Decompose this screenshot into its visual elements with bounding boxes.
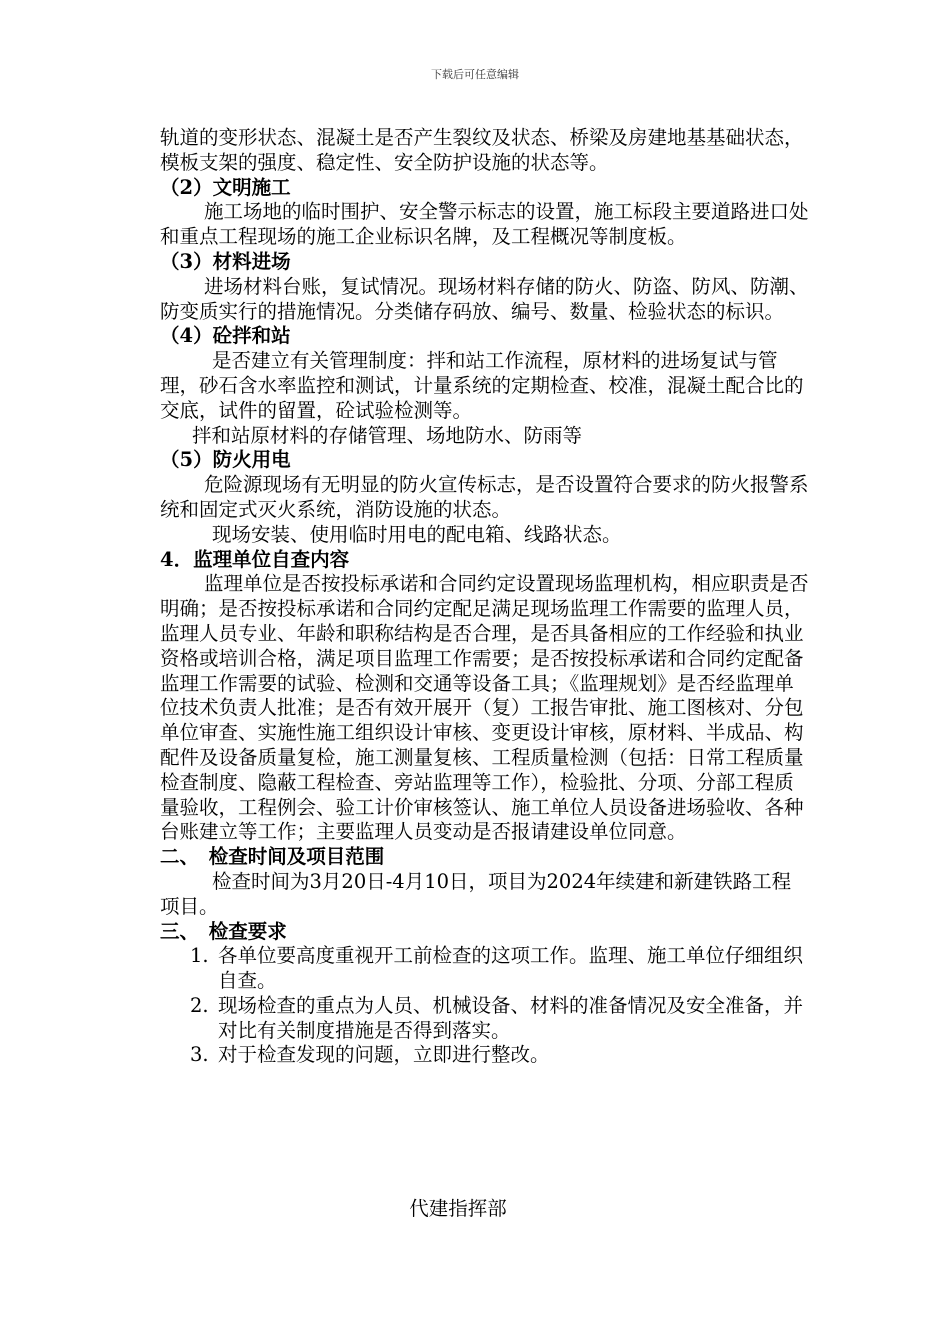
- document-body: [160, 126, 810, 1068]
- list-item-number: 2.: [190, 993, 209, 1017]
- part-3-heading: 三、 检查要求: [160, 919, 287, 943]
- section-5-text-1: 危险源现场有无明显的防火宣传标志，是否设置符合要求的防火报警系统和固定式灭火系统，消防设施的状态。: [160, 473, 809, 521]
- list-item-text: 各单位要高度重视开工前检查的这项工作。监理、施工单位仔细组织自查。: [218, 944, 804, 993]
- part-2-text: 检查时间为3月20日-4月10日，项目为2024年续建和新建铁路工程项目。: [160, 869, 792, 918]
- requirements-list: [160, 944, 810, 1068]
- supervision-text: 监理单位是否按投标承诺和合同约定设置现场监理机构，相应职责是否明确；是否按投标承诺和合同约定配足满足现场监理工作需要的监理人员，监理人员专业、年龄和职称结构是否合理，是否具备相应的工作经验和执业资格或培训合格，满足项目监理工作需要；是否按投标承诺和合同约定配备监理工作需要的试验、检测和交通等设备工具；《监理规划》是否经监理单位技术负责人批准；是否有效开展开（复）工报告审批、施工图核对、分包单位审查、实施性施工组织设计审核、变更设计审核，原材料、半成品、构配件及设备质量复检，施工测量复核、工程质量检测（包括：日常工程质量检查制度、隐蔽工程检查、旁站监理等工作），检验批、分项、分部工程质量验收，工程例会、验工计价审核签认、施工单位人员设备进场验收、各种台账建立等工作；主要监理人员变动是否报请建设单位同意。: [160, 572, 809, 844]
- list-item-text: 对于检查发现的问题，立即进行整改。: [218, 1043, 550, 1067]
- section-4-text-1: 是否建立有关管理制度：拌和站工作流程，原材料的进场复试与管理，砂石含水率监控和测试，计量系统的定期检查、校准，混凝土配合比的交底，试件的留置，砼试验检测等。: [160, 349, 804, 422]
- section-3-heading: （3）材料进场: [160, 249, 291, 273]
- section-2-text: 施工场地的临时围护、安全警示标志的设置，施工标段主要道路进口处和重点工程现场的施工企业标识名牌，及工程概况等制度板。: [160, 200, 809, 249]
- section-4-heading: （4）砼拌和站: [160, 324, 291, 348]
- supervision-heading: 4．监理单位自查内容: [160, 547, 350, 571]
- section-5-heading: （5）防火用电: [160, 448, 291, 472]
- download-note: 下载后可任意编辑: [431, 68, 519, 81]
- section-5-text-2: 现场安装、使用临时用电的配电箱、线路状态。: [212, 522, 622, 546]
- section-3-text: 进场材料台账，复试情况。现场材料存储的防火、防盗、防风、防潮、防变质实行的措施情况。分类储存码放、编号、数量、检验状态的标识。: [160, 274, 809, 323]
- intro-paragraph: 轨道的变形状态、混凝土是否产生裂纹及状态、桥梁及房建地基基础状态，模板支架的强度、稳定性、安全防护设施的状态等。: [160, 126, 804, 174]
- section-2-heading: （2）文明施工: [160, 175, 291, 199]
- list-item-number: 1.: [190, 944, 209, 968]
- list-item: [160, 994, 810, 1044]
- list-item: [160, 944, 810, 994]
- list-item-text: 现场检查的重点为人员、机械设备、材料的准备情况及安全准备，并对比有关制度措施是否得到落实。: [218, 993, 804, 1042]
- section-4-text-2: 拌和站原材料的存储管理、场地防水、防雨等: [192, 423, 583, 447]
- list-item: [160, 1043, 810, 1068]
- part-2-heading: 二、 检查时间及项目范围: [160, 845, 385, 869]
- signature: 代建指挥部: [409, 1197, 507, 1220]
- list-item-number: 3.: [190, 1043, 209, 1067]
